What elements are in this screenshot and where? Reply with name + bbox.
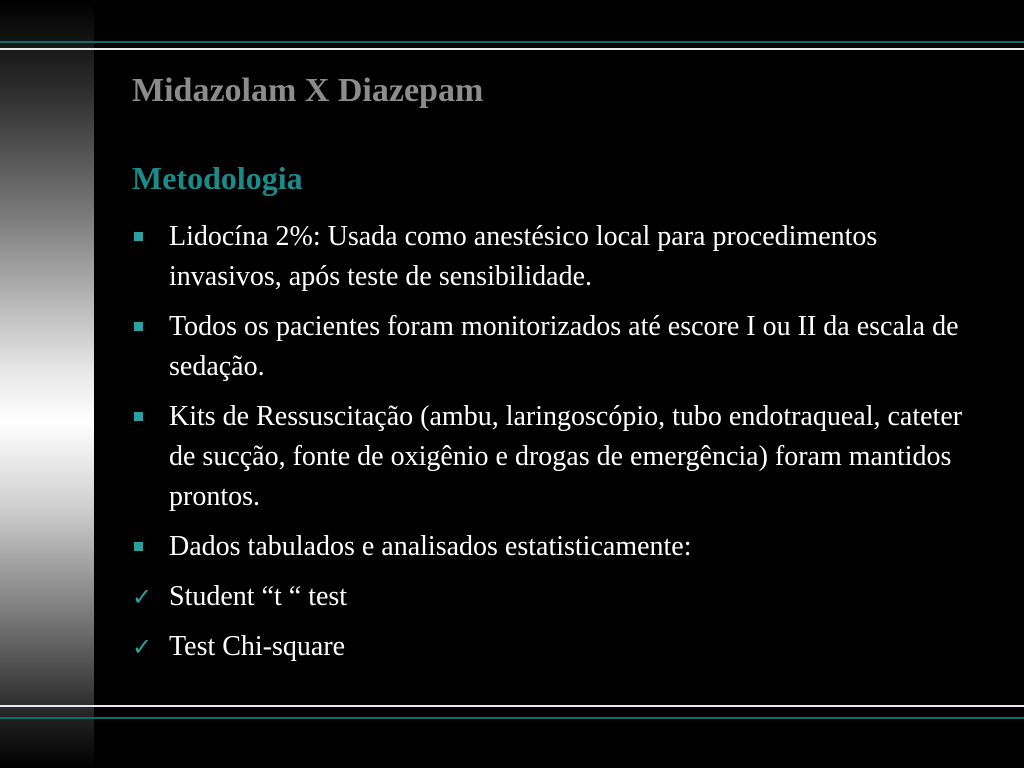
bullet-item bbox=[132, 217, 992, 297]
checkmark-icon: ✓ bbox=[132, 583, 153, 611]
bullet-item bbox=[132, 627, 992, 667]
bullet-text: Dados tabulados e analisados estatisticamente: bbox=[169, 531, 692, 562]
bullet-text: Test Chi-square bbox=[169, 631, 346, 662]
bullet-text: Lidocína 2%: Usada como anestésico local para procedimentos invasivos, após teste de sensibilidade. bbox=[169, 221, 878, 292]
slide-title: Midazolam X Diazepam bbox=[132, 72, 484, 109]
top-teal-rule bbox=[0, 41, 1024, 43]
section-heading: Metodologia bbox=[132, 160, 303, 196]
left-gradient-bar bbox=[0, 0, 94, 768]
bullet-item bbox=[132, 577, 992, 617]
square-bullet-icon bbox=[132, 397, 156, 437]
square-bullet-icon bbox=[132, 217, 156, 257]
bullet-list bbox=[132, 217, 992, 677]
bullet-item bbox=[132, 307, 992, 387]
bullet-item bbox=[132, 527, 992, 567]
checkmark-icon: ✓ bbox=[132, 633, 153, 661]
bullet-text: Kits de Ressuscitação (ambu, laringoscópio, tubo endotraqueal, cateter de sucção, fonte de oxigênio e drogas de emergência) foram mantidos prontos. bbox=[169, 401, 963, 512]
bottom-teal-rule bbox=[0, 717, 1024, 719]
bullet-text: Todos os pacientes foram monitorizados até escore I ou II da escala de sedação. bbox=[169, 311, 959, 382]
square-bullet-icon bbox=[132, 307, 156, 347]
bullet-item bbox=[132, 397, 992, 517]
bullet-text: Student “t “ test bbox=[169, 581, 348, 612]
top-white-rule bbox=[0, 48, 1024, 50]
bottom-white-rule bbox=[0, 705, 1024, 707]
square-bullet-icon bbox=[132, 527, 156, 567]
